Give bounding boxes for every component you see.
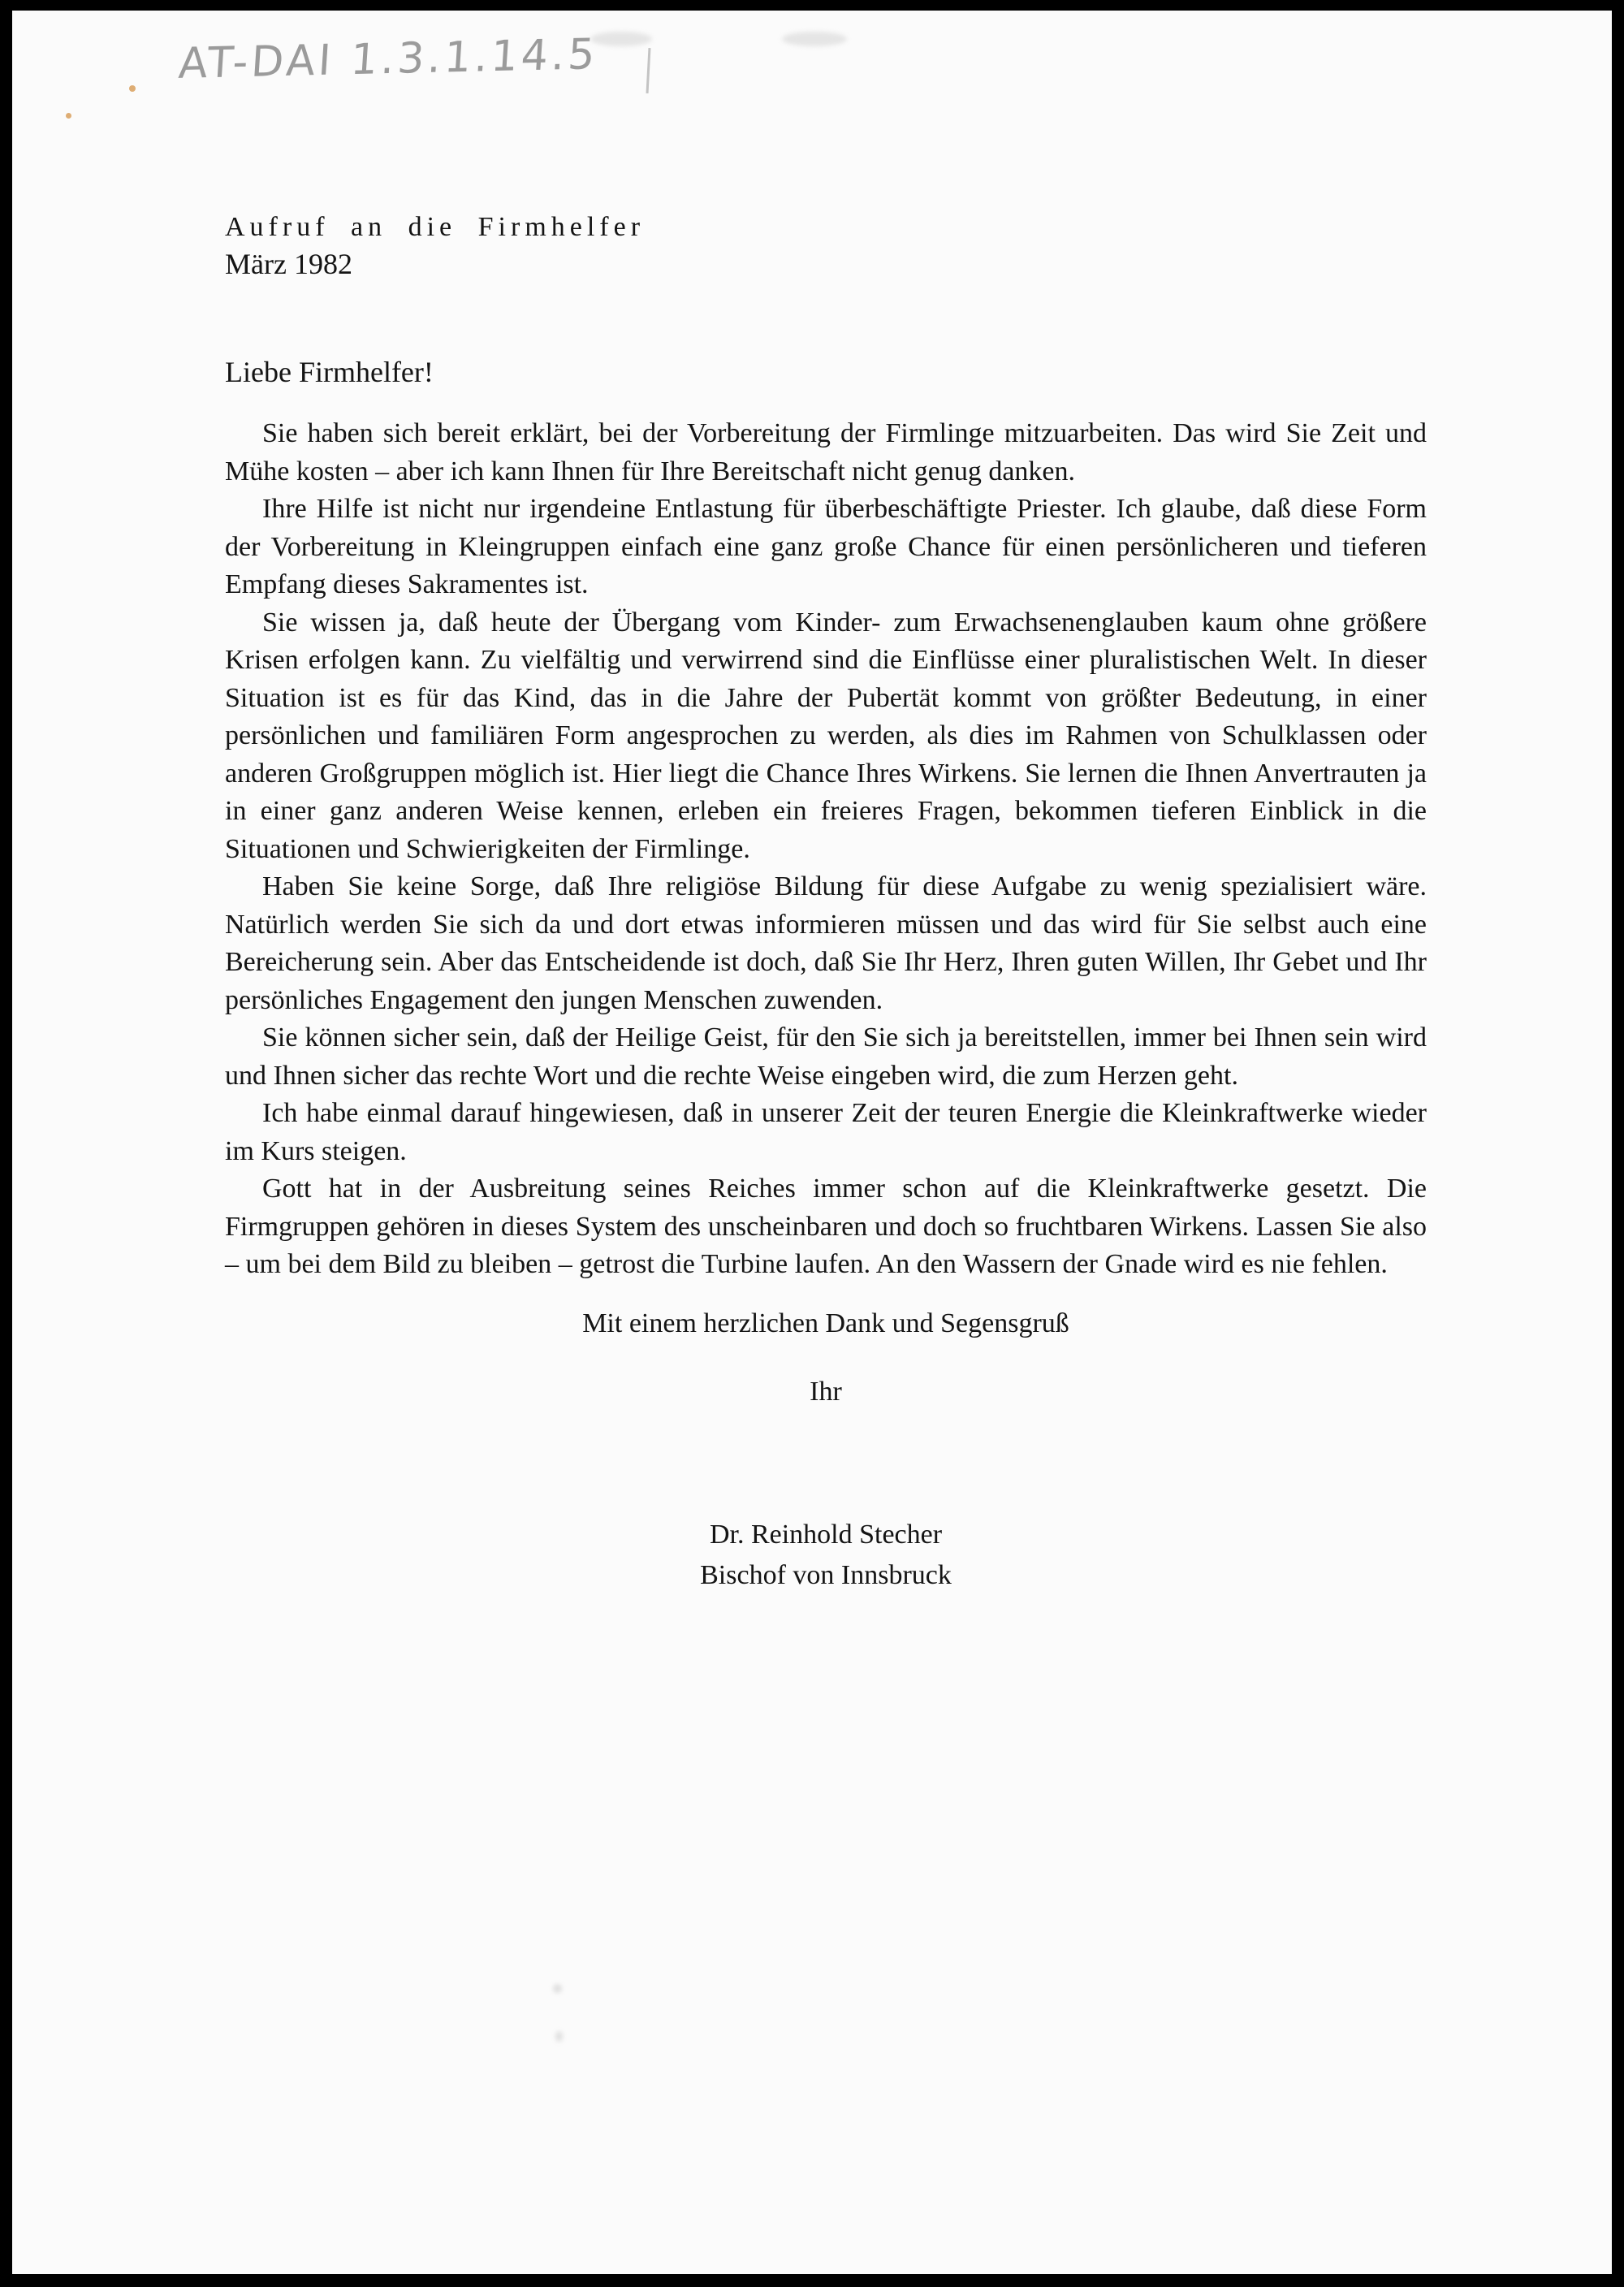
paragraph-1: Sie haben sich bereit erklärt, bei der Vorbereitung der Firmlinge mitzuarbeiten. Das wird Sie Zeit und Mühe kosten – aber ich kann Ihnen für Ihre Bereitschaft nicht genug danken. [225, 418, 1427, 486]
signature-title: Bischof von Innsbruck [700, 1559, 952, 1590]
scan-smudge [782, 32, 847, 46]
paragraph-3: Sie wissen ja, daß heute der Übergang vom Kinder- zum Erwachsenenglauben kaum ohne größere Krisen erfolgen kann. Zu vielfältig und verwirrend sind die Einflüsse einer pluralistischen Welt. In dieser Situation ist es für das Kind, das in die Jahre der Pubertät kommt von größter Bedeutung, in einer persönlichen und familiären Form angesprochen zu werden, als dies im Rahmen von Schulklassen oder anderen Großgruppen möglich ist. Hier liegt die Chance Ihres Wirkens. Sie lernen die Ihnen Anvertrauten ja in einer ganz anderen Weise kennen, erleben ein freieres Fragen, bekommen tieferen Einblick in die Situationen und Schwierigkeiten der Firmlinge. [225, 607, 1427, 864]
valediction: Ihr [810, 1376, 842, 1407]
paper-speck [66, 113, 71, 119]
letter-title: Aufruf an die Firmhelfer [225, 212, 646, 242]
closing-line: Mit einem herzlichen Dank und Segensgruß [582, 1308, 1069, 1338]
scan-smudge [553, 1984, 562, 1993]
paragraph-2: Ihre Hilfe ist nicht nur irgendeine Entlastung für überbeschäftigte Priester. Ich glaube, daß diese Form der Vorbereitung in Kleingruppen einfach eine ganz große Chance für einen persönlicheren und tieferen Empfang dieses Sakramentes ist. [225, 494, 1427, 599]
signature-block [225, 1515, 1427, 1596]
paragraph-4: Haben Sie keine Sorge, daß Ihre religiöse Bildung für diese Aufgabe zu wenig spezialisiert wäre. Natürlich werden Sie sich da und dort etwas informieren müssen und das wird für Sie selbst auch eine Bereicherung sein. Aber das Entscheidende ist doch, daß Sie Ihr Herz, Ihren guten Willen, Ihr Gebet und Ihr persönliches Engagement den jungen Menschen zuwenden. [225, 871, 1427, 1015]
archive-annotation-handwritten: AT-DAI 1.3.1.14.5 [177, 30, 600, 89]
letter-content [225, 210, 1427, 1596]
pencil-stroke-mark [646, 48, 651, 93]
paragraph-6: Ich habe einmal darauf hingewiesen, daß in unserer Zeit der teuren Energie die Kleinkraftwerke wieder im Kurs steigen. [225, 1098, 1427, 1166]
signature-name: Dr. Reinhold Stecher [709, 1519, 943, 1550]
salutation: Liebe Firmhelfer! [225, 356, 434, 388]
letter-date: März 1982 [225, 248, 352, 280]
scan-smudge [590, 32, 652, 46]
paragraph-5: Sie können sicher sein, daß der Heilige Geist, für den Sie sich ja bereitstellen, immer bei Ihnen sein wird und Ihnen sicher das rechte Wort und die rechte Weise eingeben wird, die zum Herzen geht. [225, 1022, 1427, 1091]
letter-page [12, 11, 1612, 2274]
paper-speck [129, 85, 136, 92]
paragraph-7: Gott hat in der Ausbreitung seines Reiches immer schon auf die Kleinkraftwerke gesetzt. Die Firmgruppen gehören in dieses System des unscheinbaren und doch so fruchtbaren Wirkens. Lassen Sie also – um bei dem Bild zu bleiben – getrost die Turbine laufen. An den Wassern der Gnade wird es nie fehlen. [225, 1174, 1427, 1279]
scan-smudge [555, 2031, 563, 2042]
